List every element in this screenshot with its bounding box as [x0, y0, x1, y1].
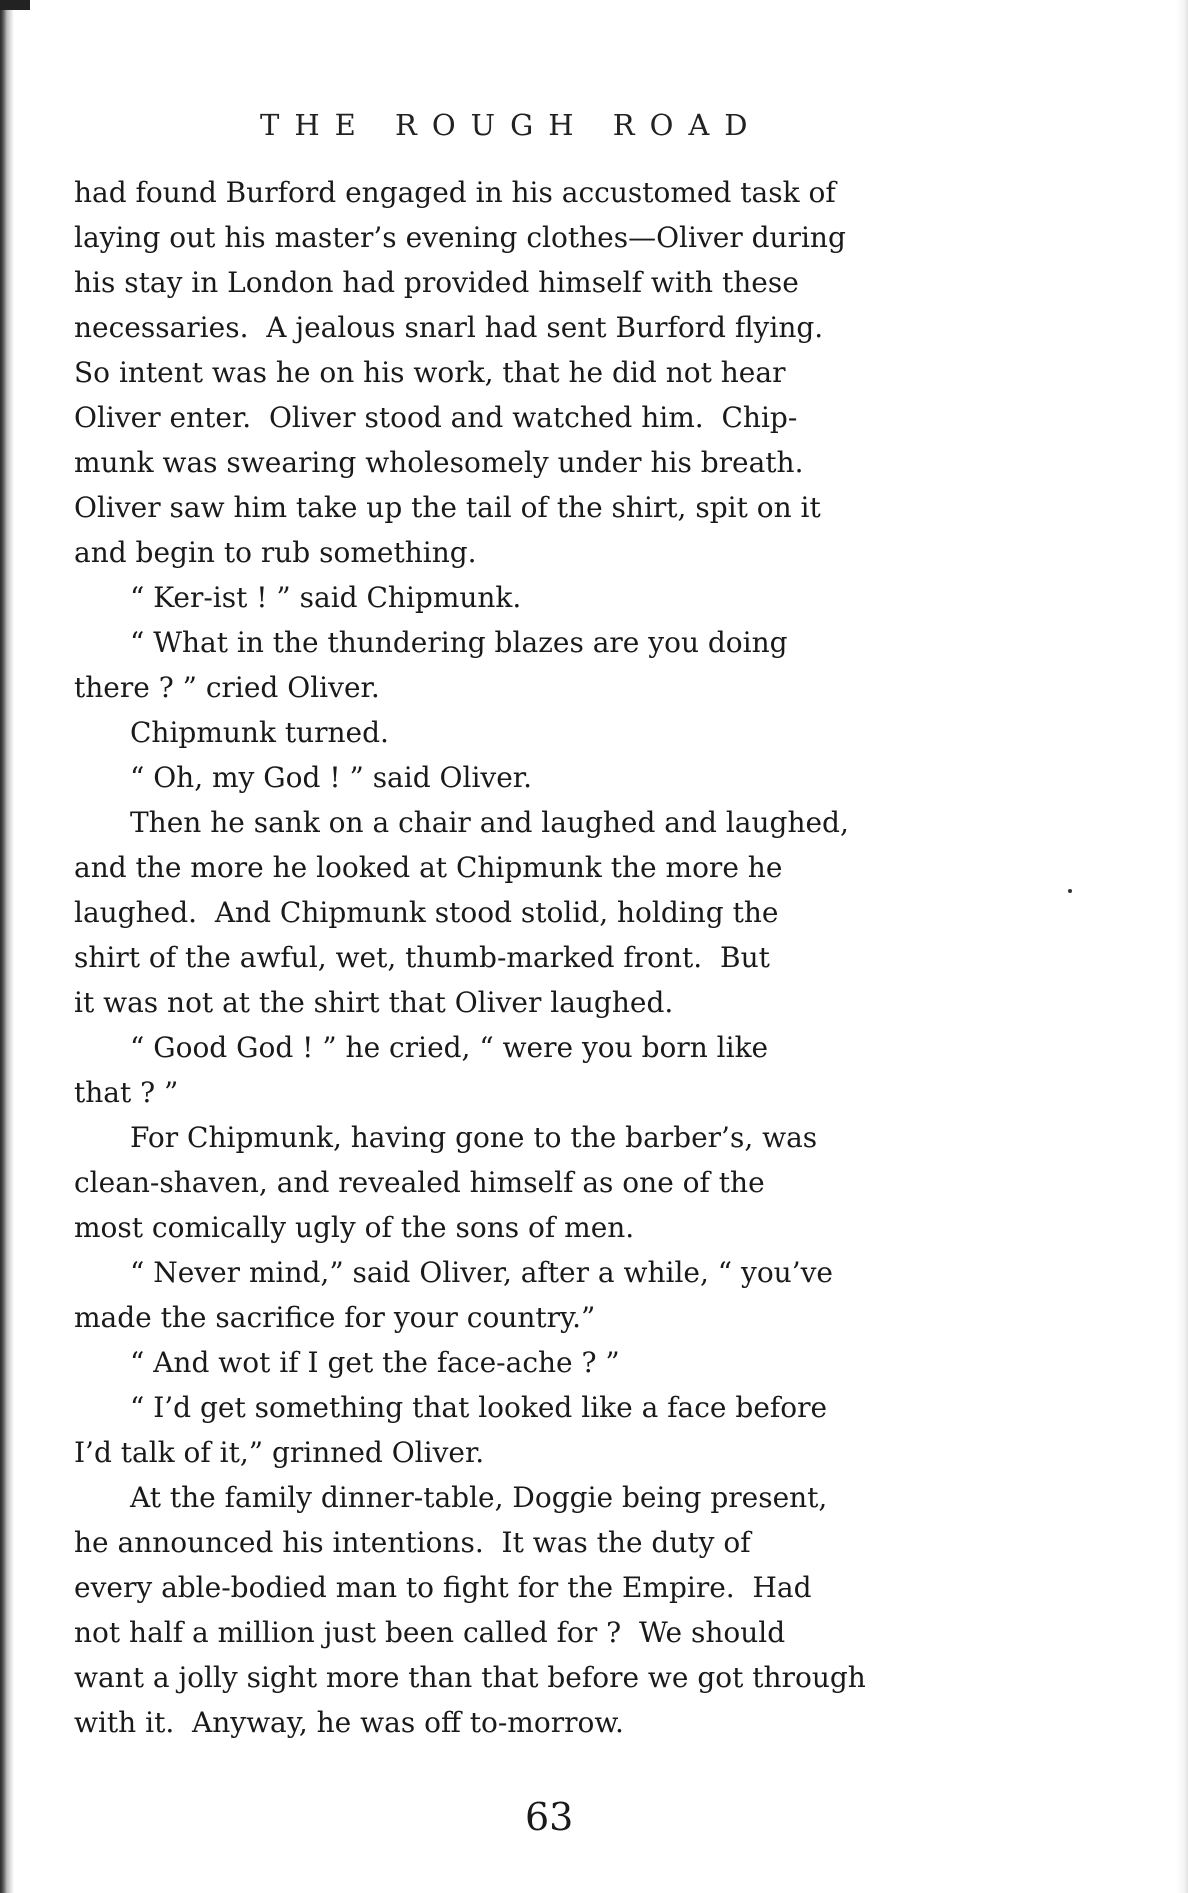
- text-line: laying out his master’s evening clothes—Oliver during: [74, 221, 846, 254]
- text-line: “ Oh, my God ! ” said Oliver.: [74, 761, 532, 794]
- text-line: made the sacrifice for your country.”: [74, 1301, 596, 1334]
- scan-speck: [1068, 889, 1072, 893]
- text-line: “ Never mind,” said Oliver, after a while, “ you’ve: [74, 1256, 833, 1289]
- text-line: most comically ugly of the sons of men.: [74, 1211, 635, 1244]
- text-line: with it. Anyway, he was off to-morrow.: [74, 1706, 624, 1739]
- text-line: For Chipmunk, having gone to the barber’s, was: [74, 1121, 818, 1154]
- scan-page-edge: [1176, 0, 1188, 1893]
- text-line: clean-shaven, and revealed himself as one of the: [74, 1166, 765, 1199]
- text-line: Chipmunk turned.: [74, 716, 389, 749]
- text-line: Oliver enter. Oliver stood and watched him. Chip-: [74, 401, 798, 434]
- text-line: want a jolly sight more than that before we got through: [74, 1661, 866, 1694]
- scan-binding-shadow: [0, 0, 14, 1893]
- text-line: Then he sank on a chair and laughed and laughed,: [74, 806, 849, 839]
- text-line: “ I’d get something that looked like a face before: [74, 1391, 828, 1424]
- text-line: had found Burford engaged in his accustomed task of: [74, 176, 836, 209]
- text-line: it was not at the shirt that Oliver laughed.: [74, 986, 674, 1019]
- text-line: that ? ”: [74, 1076, 179, 1109]
- text-line: and begin to rub something.: [74, 536, 477, 569]
- text-line: “ And wot if I get the face-ache ? ”: [74, 1346, 620, 1379]
- text-line: At the family dinner-table, Doggie being present,: [74, 1481, 828, 1514]
- text-line: Oliver saw him take up the tail of the shirt, spit on it: [74, 491, 821, 524]
- text-line: shirt of the awful, wet, thumb-marked front. But: [74, 941, 770, 974]
- body-text: [74, 170, 1024, 1745]
- text-line: not half a million just been called for ? We should: [74, 1616, 786, 1649]
- text-line: laughed. And Chipmunk stood stolid, holding the: [74, 896, 779, 929]
- running-head: THE ROUGH ROAD: [260, 108, 763, 142]
- text-line: munk was swearing wholesomely under his breath.: [74, 446, 804, 479]
- page-number: 63: [525, 1795, 574, 1839]
- text-line: and the more he looked at Chipmunk the more he: [74, 851, 783, 884]
- text-line: his stay in London had provided himself with these: [74, 266, 799, 299]
- scan-corner-mark: [0, 0, 30, 10]
- text-line: “ What in the thundering blazes are you doing: [74, 626, 788, 659]
- text-line: So intent was he on his work, that he did not hear: [74, 356, 786, 389]
- text-line: necessaries. A jealous snarl had sent Burford flying.: [74, 311, 824, 344]
- text-line: “ Good God ! ” he cried, “ were you born like: [74, 1031, 769, 1064]
- text-line: “ Ker-ist ! ” said Chipmunk.: [74, 581, 522, 614]
- text-line: every able-bodied man to fight for the Empire. Had: [74, 1571, 812, 1604]
- text-line: he announced his intentions. It was the duty of: [74, 1526, 751, 1559]
- text-line: there ? ” cried Oliver.: [74, 671, 380, 704]
- text-line: I’d talk of it,” grinned Oliver.: [74, 1436, 485, 1469]
